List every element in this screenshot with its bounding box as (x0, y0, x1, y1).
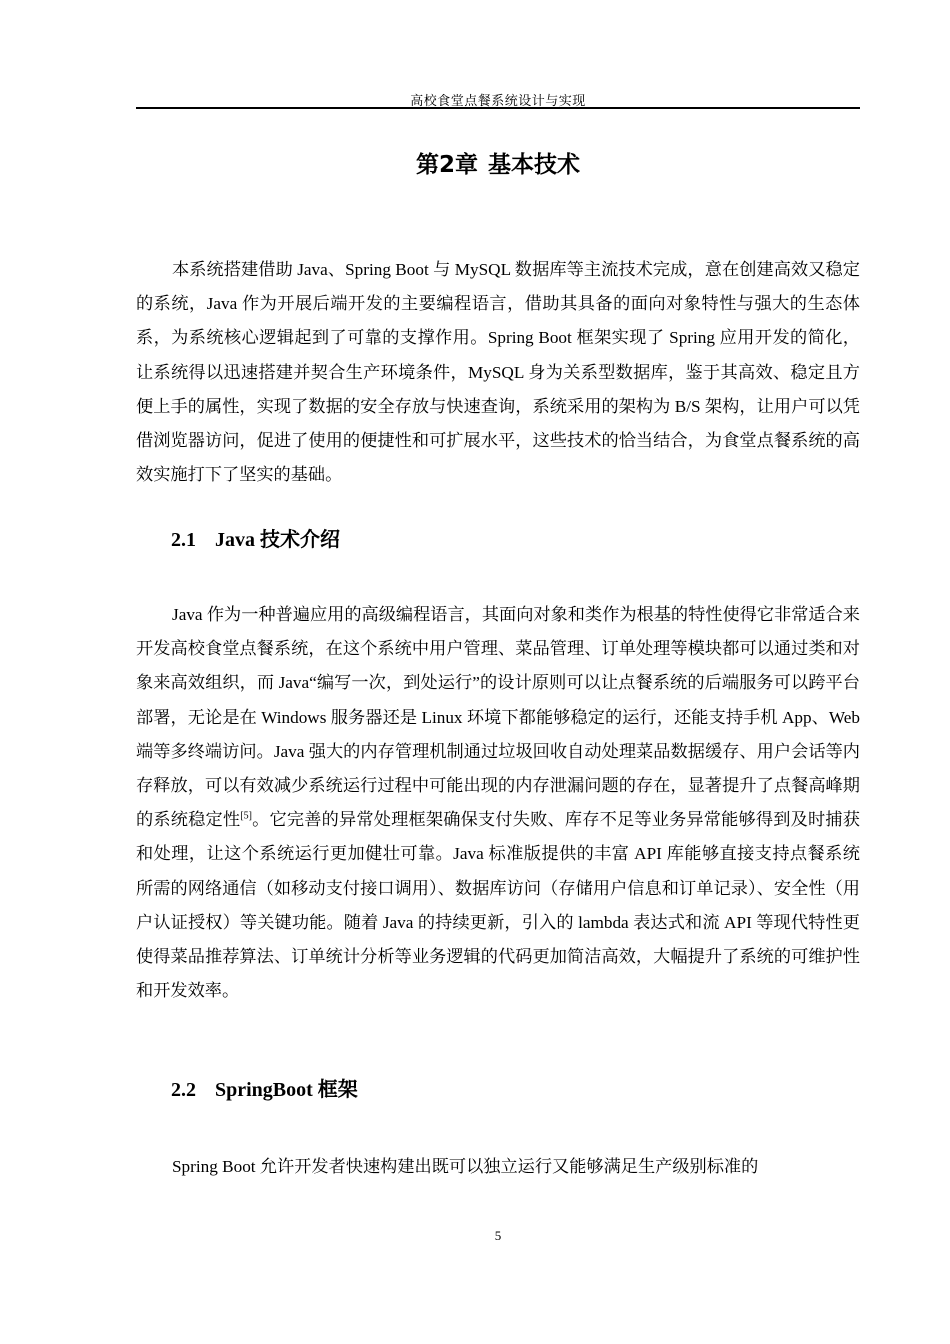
section-2-2-paragraph: Spring Boot 允许开发者快速构建出既可以独立运行又能够满足生产级别标准的 (172, 1157, 759, 1176)
section-number: 2.1 (171, 529, 196, 551)
running-header: 高校食堂点餐系统设计与实现 (410, 93, 586, 108)
paragraph-text: Java 作为一种普遍应用的高级编程语言，其面向对象和类作为根基的特性使得它非常适合来开发高校食堂点餐系统，在这个系统中用户管理、菜品管理、订单处理等模块都可以通过类和对象来高效组织，而 Java“编写一次，到处运行”的设计原则可以让点餐系统的后端服务可以跨平台部署，无论是在 Windows 服务器还是 Linux 环境下都能够稳定的运行，还能支持手机 App、Web 端等多终端访问。Java 强大的内存管理机制通过垃圾回收自动处理菜品数据缓存、用户会话等内存释放，可以有效减少系统运行过程中可能出现的内存泄漏问题的存在，显著提升了点餐高峰期的系统稳定性 (136, 605, 860, 830)
intro-paragraph: 本系统搭建借助 Java、Spring Boot 与 MySQL 数据库等主流技术完成，意在创建高效又稳定的系统，Java 作为开展后端开发的主要编程语言，借助其具备的面向对象特性与强大的生态体系，为系统核心逻辑起到了可靠的支撑作用。Spring Boot 框架实现了 Spring 应用开发的简化，让系统得以迅速搭建并契合生产环境条件，MySQL 身为关系型数据库，鉴于其高效、稳定且方便上手的属性，实现了数据的安全存放与快速查询，系统采用的架构为 B/S 架构，让用户可以凭借浏览器访问，促进了使用的便捷性和可扩展水平，这些技术的恰当结合，为食堂点餐系统的高效实施打下了坚实的基础。 (136, 260, 860, 485)
section-heading-2-1 (171, 526, 340, 554)
page-number: 5 (494, 1228, 502, 1243)
chapter-name: 基本技术 (488, 152, 580, 178)
citation-ref: [5] (240, 810, 252, 822)
header-rule (136, 107, 860, 109)
section-number: 2.2 (171, 1079, 196, 1101)
section-2-1-paragraph (136, 598, 860, 1008)
paragraph-text: 。它完善的异常处理框架确保支付失败、库存不足等业务异常能够得到及时捕获和处理，让这个系统运行更加健壮可靠。Java 标准版提供的丰富 API 库能够直接支持点餐系统所需的网络通信（如移动支付接口调用）、数据库访问（存储用户信息和订单记录）、安全性（用户认证授权）等关键功能。随着 Java 的持续更新，引入的 lambda 表达式和流 API 等现代特性更使得菜品推荐算法、订单统计分析等业务逻辑的代码更加简洁高效，大幅提升了系统的可维护性和开发效率。 (136, 810, 860, 1001)
chapter-number: 第2章 (415, 152, 478, 178)
section-title: Java 技术介绍 (215, 529, 340, 551)
chapter-title (136, 146, 860, 179)
section-heading-2-2 (171, 1076, 358, 1104)
section-title: SpringBoot 框架 (215, 1079, 358, 1101)
